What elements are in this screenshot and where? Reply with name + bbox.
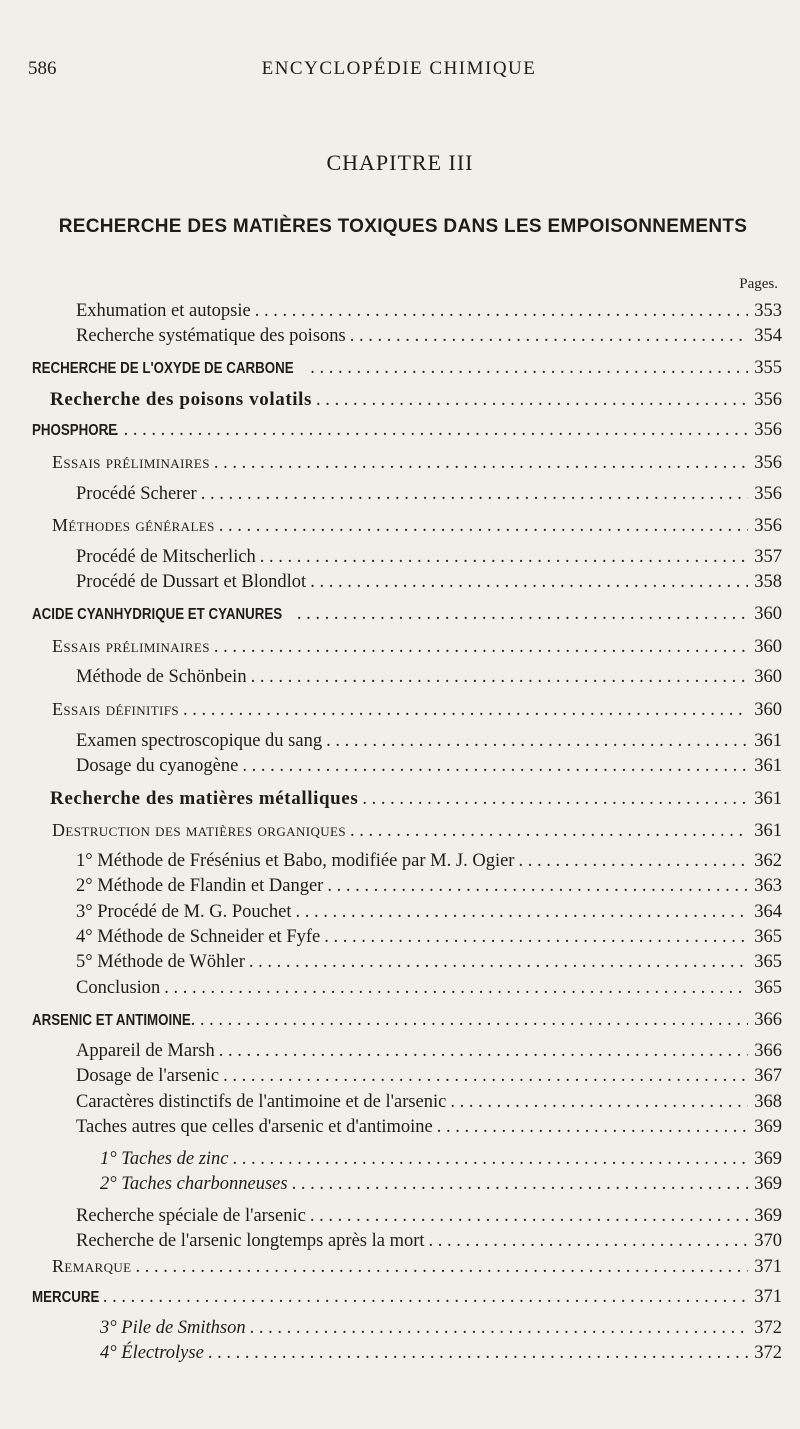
toc-entry (0, 1010, 782, 1036)
toc-entry-page: 357 (754, 547, 782, 567)
dot-leader (310, 358, 748, 379)
dot-leader (292, 1174, 749, 1195)
toc-entry-page: 372 (754, 1318, 782, 1338)
toc-entry-page: 360 (754, 637, 782, 657)
toc-entry (0, 851, 782, 877)
toc-entry-label: 1° Méthode de Frésénius et Babo, modifiée par M. J. Ogier (76, 851, 515, 871)
toc-entry (0, 326, 782, 352)
toc-entry-page: 371 (754, 1257, 782, 1277)
dot-leader (105, 420, 748, 441)
toc-entry-label: Appareil de Marsh (76, 1041, 215, 1061)
toc-entry-label: Recherche spéciale de l'arsenic (76, 1206, 306, 1226)
toc-entry-label: Dosage du cyanogène (76, 756, 239, 776)
dot-leader (350, 326, 749, 347)
toc-entry (0, 1174, 782, 1200)
toc-entry-page: 354 (754, 326, 782, 346)
toc-entry-label: ARSENIC ET ANTIMOINE (32, 1012, 191, 1029)
dot-leader (260, 547, 748, 568)
dot-leader (326, 731, 748, 752)
dot-leader (208, 1343, 748, 1364)
dot-leader (250, 1318, 749, 1339)
dot-leader (450, 1092, 748, 1113)
toc-entry-label: Méthodes générales (52, 515, 215, 535)
toc-entry (0, 820, 782, 846)
dot-leader (233, 1149, 749, 1170)
toc-entry (0, 1066, 782, 1092)
running-head: ENCYCLOPÉDIE CHIMIQUE (261, 58, 537, 79)
toc-entry (0, 667, 782, 693)
toc-entry-label: Recherche des poisons volatils (50, 389, 313, 410)
dot-leader (310, 1206, 748, 1227)
toc-entry (0, 358, 782, 384)
toc-entry (0, 515, 782, 541)
toc-entry (0, 484, 782, 510)
dot-leader (219, 516, 748, 537)
toc-entry (0, 1287, 782, 1313)
toc-entry-label: Recherche des matières métalliques (50, 788, 359, 809)
toc-entry (0, 902, 782, 928)
toc-entry (0, 1343, 782, 1369)
toc-entry (0, 876, 782, 902)
dot-leader (437, 1117, 749, 1138)
toc-entry (0, 1092, 782, 1118)
toc-entry-label: Conclusion (76, 978, 161, 998)
dot-leader (249, 952, 748, 973)
toc-entry-page: 365 (754, 952, 782, 972)
toc-entry-page: 360 (754, 667, 782, 687)
toc-entry-label: Essais préliminaires (52, 636, 210, 656)
toc-entry-label: 5° Méthode de Wöhler (76, 952, 245, 972)
toc-entry-label: Procédé de Dussart et Blondlot (76, 572, 307, 592)
page-header (28, 58, 770, 84)
toc-entry-page: 360 (754, 700, 782, 720)
toc-entry-label: Caractères distinctifs de l'antimoine et de l'arsenic (76, 1092, 447, 1112)
toc-entry-page: 370 (754, 1231, 782, 1251)
toc-entry-label: Taches autres que celles d'arsenic et d'antimoine (76, 1117, 433, 1137)
toc-entry-label: Essais préliminaires (52, 452, 210, 472)
toc-entry-page: 361 (754, 731, 782, 751)
toc-entry (0, 389, 782, 415)
dot-leader (251, 667, 749, 688)
toc-entry (0, 636, 782, 662)
toc-entry-page: 363 (754, 876, 782, 896)
toc-entry-page: 353 (754, 301, 782, 321)
toc-entry (0, 1041, 782, 1067)
toc-entry-label: 3° Procédé de M. G. Pouchet (76, 902, 292, 922)
toc-entry-label: Examen spectroscopique du sang (76, 731, 323, 751)
toc-entry-label: 4° Méthode de Schneider et Fyfe (76, 927, 321, 947)
toc-entry-page: 361 (754, 821, 782, 841)
toc-entry-page: 369 (754, 1174, 782, 1194)
toc-entry-label: Dosage de l'arsenic (76, 1066, 220, 1086)
toc-entry-label: PHOSPHORE (32, 422, 118, 439)
toc-entry (0, 1149, 782, 1175)
toc-entry-page: 356 (754, 484, 782, 504)
toc-entry (0, 1231, 782, 1257)
page-number: 586 (28, 58, 57, 79)
toc-entry-label: Recherche de l'arsenic longtemps après la mort (76, 1231, 425, 1251)
toc-entry-label: Recherche systématique des poisons (76, 326, 346, 346)
dot-leader (164, 978, 748, 999)
dot-leader (295, 902, 748, 923)
toc-entry-label: Destruction des matières organiques (52, 820, 347, 840)
dot-leader (183, 700, 748, 721)
toc-entry-label: ACIDE CYANHYDRIQUE ET CYANURES (32, 606, 283, 623)
toc-entry (0, 452, 782, 478)
toc-entry-label: Essais définitifs (52, 699, 180, 719)
toc-entry-label: Procédé de Mitscherlich (76, 547, 256, 567)
toc-entry-page: 356 (754, 453, 782, 473)
toc-entry (0, 604, 782, 630)
dot-leader (214, 637, 748, 658)
dot-leader (84, 1287, 748, 1308)
toc-entry (0, 927, 782, 953)
toc-entry (0, 699, 782, 725)
toc-entry-label: RECHERCHE DE L'OXYDE DE CARBONE (32, 360, 294, 377)
toc-entry-page: 369 (754, 1117, 782, 1137)
toc-entry (0, 731, 782, 757)
toc-entry (0, 788, 782, 814)
toc-entry (0, 1256, 782, 1282)
toc-entry-label: 4° Électrolyse (100, 1343, 204, 1363)
dot-leader (429, 1231, 749, 1252)
toc-entry-page: 360 (754, 604, 782, 624)
toc-entry-page: 371 (754, 1287, 782, 1307)
toc-entry-page: 369 (754, 1206, 782, 1226)
section-title: RECHERCHE DES MATIÈRES TOXIQUES DANS LES EMPOISONNEMENTS (58, 216, 748, 237)
dot-leader (518, 851, 748, 872)
dot-leader (223, 1066, 748, 1087)
toc-entry-label: Exhumation et autopsie (76, 301, 251, 321)
toc-entry-label: 3° Pile de Smithson (100, 1318, 246, 1338)
dot-leader (362, 789, 748, 810)
toc-entry (0, 420, 782, 446)
toc-entry-label: MERCURE (32, 1289, 100, 1306)
toc-entry-page: 365 (754, 927, 782, 947)
dot-leader (324, 927, 748, 948)
toc-entry (0, 1206, 782, 1232)
toc-entry-page: 356 (754, 516, 782, 536)
toc-entry-page: 358 (754, 572, 782, 592)
dot-leader (242, 756, 748, 777)
dot-leader (255, 301, 749, 322)
toc-entry-label: Méthode de Schönbein (76, 667, 247, 687)
toc-entry-page: 365 (754, 978, 782, 998)
pages-column-label: Pages. (739, 276, 778, 292)
toc-entry (0, 1117, 782, 1143)
toc-entry-label: 2° Taches charbonneuses (100, 1174, 288, 1194)
toc-entry-page: 368 (754, 1092, 782, 1112)
toc-entry (0, 978, 782, 1004)
toc-entry-page: 356 (754, 390, 782, 410)
dot-leader (201, 484, 749, 505)
dot-leader (350, 821, 748, 842)
toc-entry (0, 952, 782, 978)
chapter-heading: CHAPITRE III (326, 150, 474, 175)
dot-leader (219, 1041, 749, 1062)
dot-leader (316, 390, 748, 411)
toc-entry (0, 572, 782, 598)
toc-entry-page: 361 (754, 789, 782, 809)
toc-entry-page: 362 (754, 851, 782, 871)
toc-entry (0, 301, 782, 327)
toc-entry-page: 369 (754, 1149, 782, 1169)
toc-entry-label: Remarque (52, 1256, 132, 1276)
toc-entry-page: 366 (754, 1041, 782, 1061)
toc-entry-label: 1° Taches de zinc (100, 1149, 229, 1169)
toc-entry-page: 367 (754, 1066, 782, 1086)
toc-entry-page: 355 (754, 358, 782, 378)
dot-leader (191, 1010, 749, 1031)
toc-entry (0, 547, 782, 573)
dot-leader (310, 572, 748, 593)
toc-entry-page: 356 (754, 420, 782, 440)
toc-entry (0, 1318, 782, 1344)
dot-leader (135, 1257, 748, 1278)
dot-leader (297, 604, 748, 625)
toc-entry-label: Procédé Scherer (76, 484, 197, 504)
toc-entry-page: 361 (754, 756, 782, 776)
dot-leader (214, 453, 748, 474)
toc-entry (0, 756, 782, 782)
dot-leader (327, 876, 748, 897)
toc-entry-page: 366 (754, 1010, 782, 1030)
toc-entry-page: 372 (754, 1343, 782, 1363)
toc-entry-label: 2° Méthode de Flandin et Danger (76, 876, 324, 896)
toc-entry-page: 364 (754, 902, 782, 922)
